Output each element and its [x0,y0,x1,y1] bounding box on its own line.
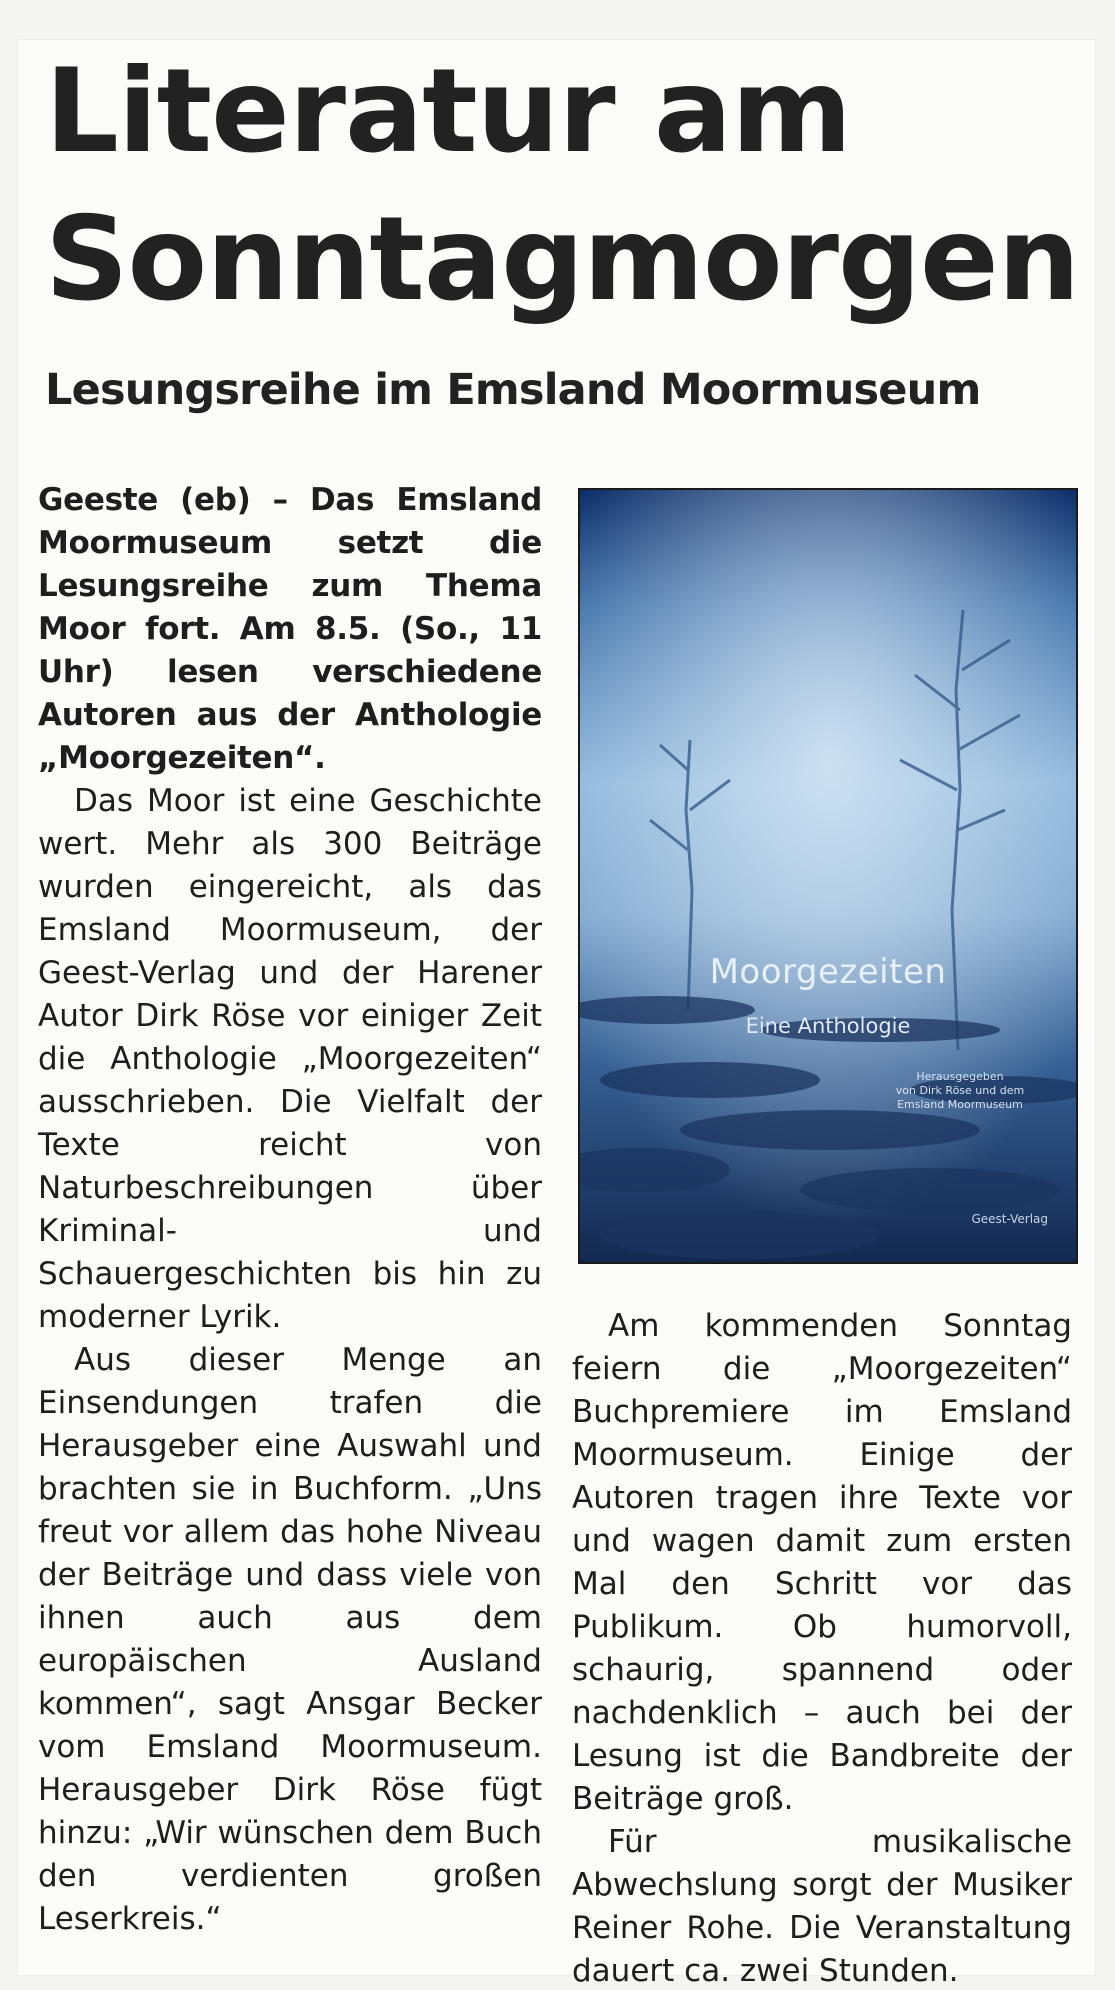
headline-line-2: Sonntagmorgen [45,192,1080,327]
article-column-right [572,1305,1072,1990]
article-headline [45,38,1079,334]
cover-editors-line-1: Herausgegeben [916,1070,1004,1083]
cover-editors [860,1070,1060,1112]
cover-title: Moorgezeiten [709,952,947,992]
headline-line-1: Literatur am [45,44,852,179]
cover-editors-line-3: Emsland Moormuseum [897,1098,1023,1111]
article-paragraph-4: Für musikalische Abwechslung sorgt der Musiker Reiner Rohe. Die Veranstaltung dauert ca. zwei Stunden. [572,1824,1072,1989]
article-column-left [38,479,542,1941]
article-lead: Geeste (eb) – Das Emsland Moormuseum setzt die Lesungsreihe zum Thema Moor fort. Am 8.5. (So., 11 Uhr) lesen verschiedene Autoren aus der Anthologie „Moorgezeiten“. [38,482,542,776]
cover-editors-line-2: von Dirk Röse und dem [895,1084,1025,1097]
misty-moor-illustration [580,490,1078,1264]
article-paragraph-1: Das Moor ist eine Geschichte wert. Mehr als 300 Beiträge wurden eingereicht, als das Emsland Moormuseum, der Geest-Verlag und der Harener Autor Dirk Röse vor einiger Zeit die Anthologie „Moorgezeiten“ ausschrieben. Die Vielfalt der Texte reicht von Naturbeschreibungen über Kriminal- und Schauergeschichten bis hin zu moderner Lyrik. [38,783,542,1335]
article-paragraph-2: Aus dieser Menge an Einsendungen trafen die Herausgeber eine Auswahl und brachten sie in Buchform. „Uns freut vor allem das hohe Niveau der Beiträge und dass viele von ihnen auch aus dem europäischen Ausland kommen“, sagt Ansgar Becker vom Emsland Moormuseum. Herausgeber Dirk Röse fügt hinzu: „Wir wünschen dem Buch den verdienten großen Leserkreis.“ [38,1342,542,1937]
article-subheadline: Lesungsreihe im Emsland Moormuseum [45,365,981,415]
cover-publisher: Geest-Verlag [971,1212,1048,1226]
cover-subtitle: Eine Anthologie [745,1014,911,1038]
book-cover-image [578,488,1078,1264]
article-paragraph-3: Am kommenden Sonntag feiern die „Moorgezeiten“ Buchpremiere im Emsland Moormuseum. Einige der Autoren tragen ihre Texte vor und wagen damit zum ersten Mal den Schritt vor das Publikum. Ob humorvoll, schaurig, spannend oder nachdenklich – auch bei der Lesung ist die Bandbreite der Beiträge groß. [572,1308,1072,1817]
